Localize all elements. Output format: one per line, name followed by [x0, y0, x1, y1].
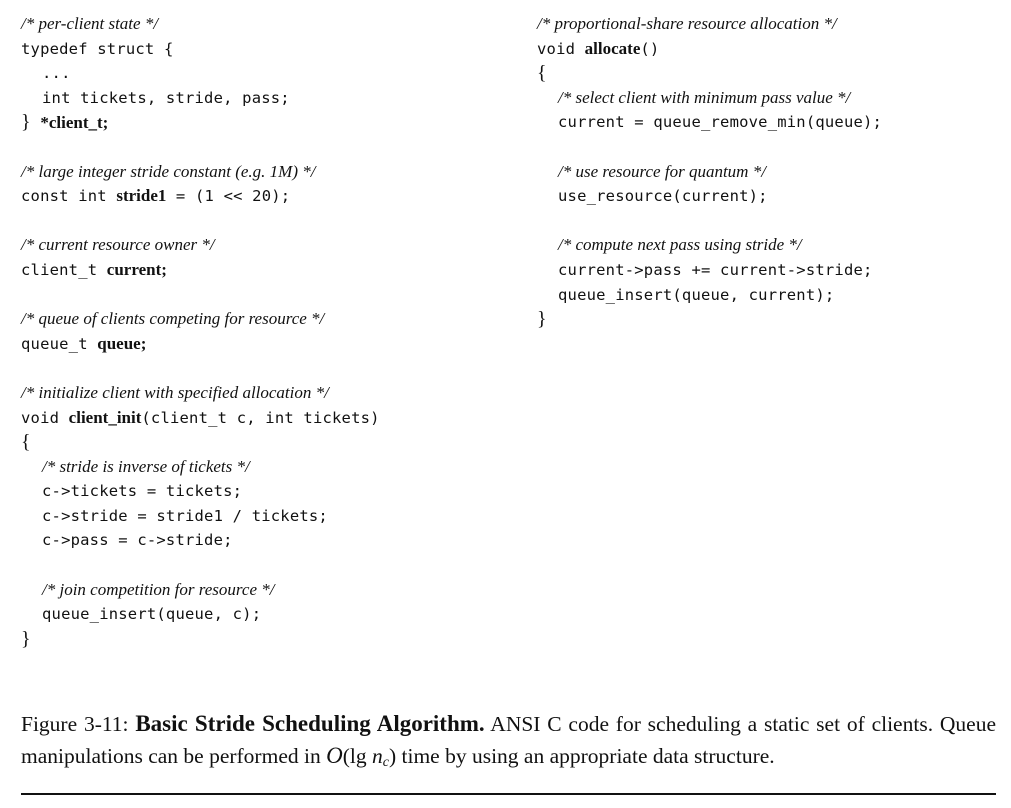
code-token: void [537, 39, 585, 58]
bottom-rule [21, 793, 996, 795]
code-token: (client_t c, int tickets) [141, 408, 380, 427]
blank-line [537, 135, 997, 160]
code-comment: /* use resource for quantum */ [558, 161, 766, 181]
blank-line [21, 135, 501, 160]
code-comment: /* proportional-share resource allocation */ [537, 14, 837, 33]
code-token: const int [21, 187, 117, 206]
right-code-block [537, 12, 997, 332]
math-expression [326, 744, 396, 768]
code-line [21, 258, 501, 283]
code-comment: /* select client with minimum pass value */ [558, 87, 851, 107]
type-name: *client_t; [40, 113, 109, 133]
figure-caption [21, 708, 996, 779]
blank-line [21, 283, 501, 308]
math-big-o: O [326, 743, 343, 768]
function-name: allocate [584, 38, 641, 58]
left-code-block [21, 12, 501, 651]
code-line: int tickets, stride, pass; [42, 88, 290, 107]
code-line [537, 37, 997, 62]
code-line [21, 332, 501, 357]
close-brace: } [21, 111, 31, 134]
function-name: client_init [68, 407, 142, 427]
code-line: queue_insert(queue, current); [558, 285, 835, 304]
code-line [21, 110, 501, 135]
code-line [21, 406, 501, 431]
identifier-bold: stride1 [116, 186, 167, 206]
code-comment: /* current resource owner */ [21, 235, 215, 255]
code-token: = (1 << 20); [166, 187, 291, 206]
figure-label: Figure 3-11: [21, 712, 129, 736]
math-token: (lg [342, 744, 372, 768]
identifier-bold: queue; [97, 333, 147, 353]
blank-line [21, 553, 501, 578]
blank-line [21, 356, 501, 381]
blank-line [537, 209, 997, 234]
code-line [21, 184, 501, 209]
identifier-bold: current; [106, 259, 167, 279]
code-line: queue_insert(queue, c); [42, 605, 262, 624]
close-brace: } [21, 627, 31, 650]
math-subscript: c [382, 755, 389, 770]
caption-text: ANSI C code for scheduling a static set of clients. Queue manipulations can be performed in [21, 712, 996, 768]
code-token: void [21, 408, 69, 427]
code-token: () [640, 39, 660, 58]
code-line: c->pass = c->stride; [42, 531, 233, 550]
code-line: use_resource(current); [558, 187, 768, 206]
code-comment: /* queue of clients competing for resource */ [21, 309, 325, 329]
code-line: c->stride = stride1 / tickets; [42, 506, 328, 525]
code-comment: /* per-client state */ [21, 14, 159, 33]
math-variable: n [371, 744, 383, 768]
open-brace: { [21, 431, 31, 454]
figure-title: Basic Stride Scheduling Algorithm. [135, 711, 485, 736]
code-line: typedef struct { [21, 39, 174, 58]
code-line: ... [42, 64, 71, 83]
math-token: ) [388, 744, 397, 768]
code-token: client_t [21, 260, 107, 279]
code-comment: /* compute next pass using stride */ [558, 235, 802, 255]
open-brace: { [537, 62, 547, 85]
code-token: queue_t [21, 334, 98, 353]
blank-line [21, 209, 501, 234]
code-comment: /* join competition for resource */ [42, 579, 275, 599]
close-brace: } [537, 308, 547, 331]
code-comment: /* large integer stride constant (e.g. 1M) */ [21, 161, 316, 181]
caption-text: time by using an appropriate data structure. [401, 744, 775, 768]
code-comment: /* initialize client with specified allocation */ [21, 382, 329, 402]
code-comment: /* stride is inverse of tickets */ [42, 456, 250, 476]
code-line: c->tickets = tickets; [42, 482, 243, 501]
code-line: current->pass += current->stride; [558, 260, 873, 279]
code-line: current = queue_remove_min(queue); [558, 113, 883, 132]
